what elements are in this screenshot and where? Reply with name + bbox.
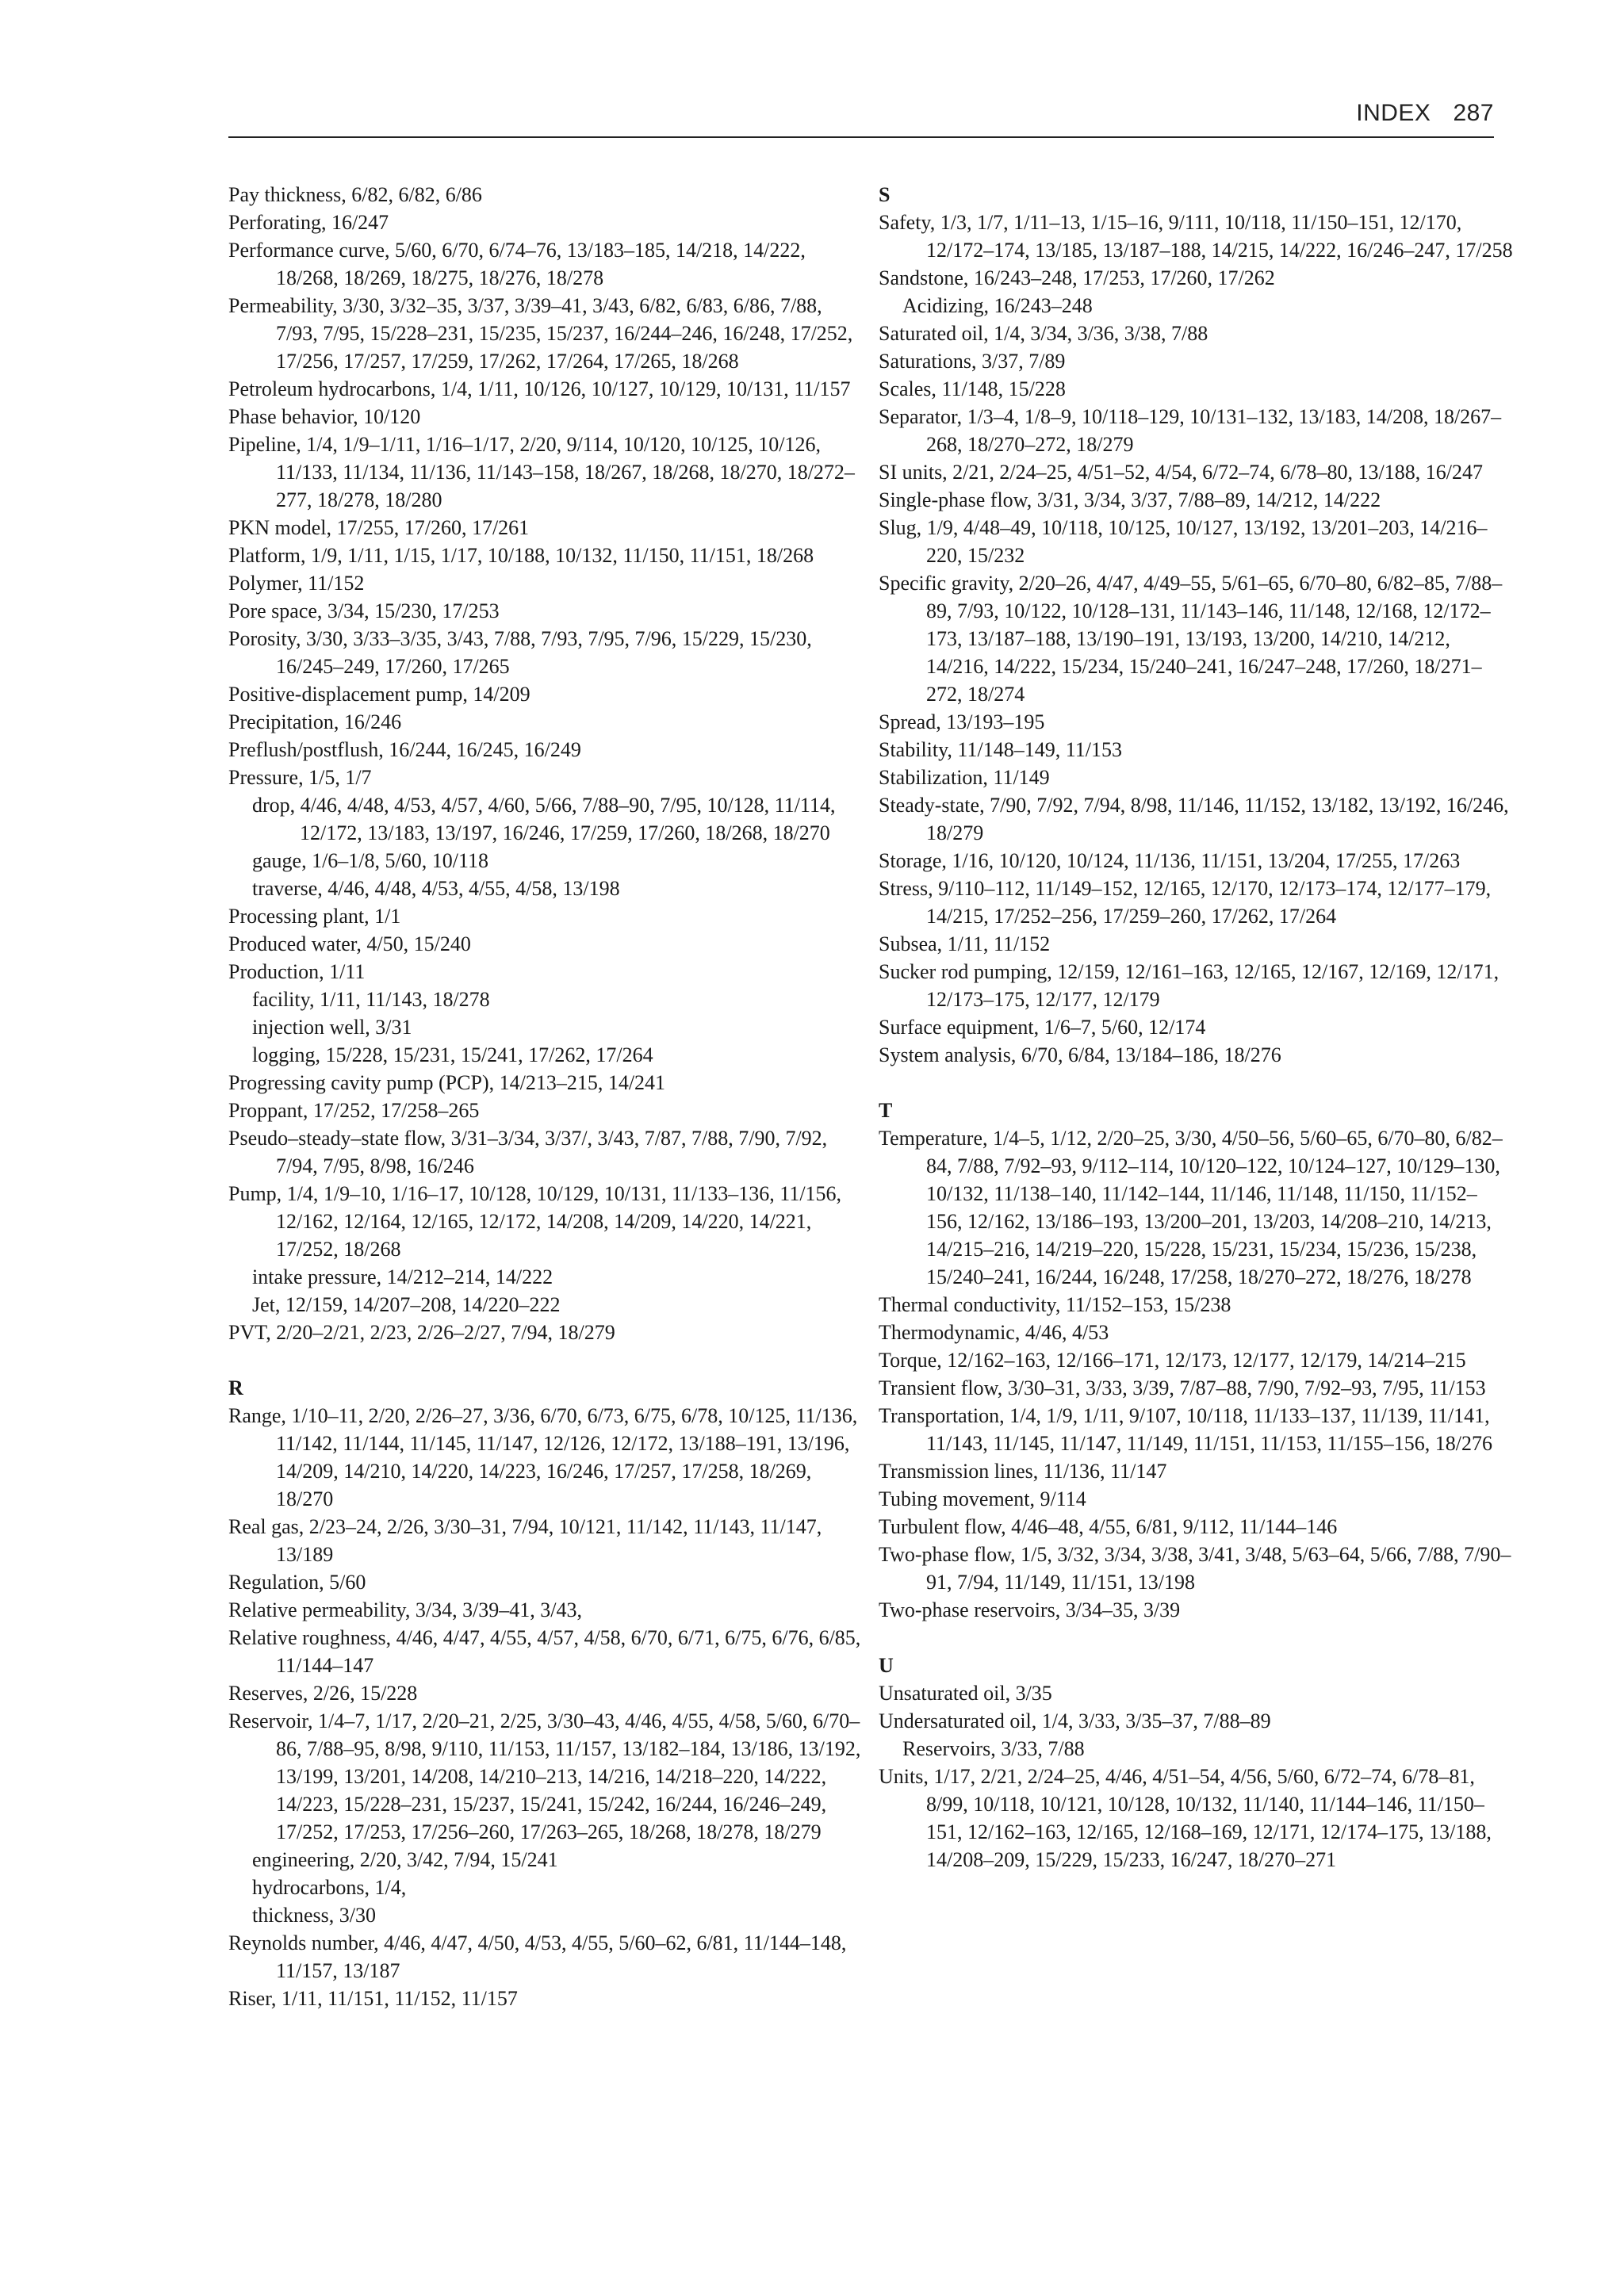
index-entry: Real gas, 2/23–24, 2/26, 3/30–31, 7/94, 10/121, 11/142, 11/143, 11/147, 13/189 [228,1515,822,1566]
index-entry: Subsea, 1/11, 11/152 [879,932,1051,955]
index-entry: Produced water, 4/50, 15/240 [228,932,471,955]
index-entry: Proppant, 17/252, 17/258–265 [228,1099,480,1122]
index-entry: Pipeline, 1/4, 1/9–1/11, 1/16–1/17, 2/20, 9/114, 10/120, 10/125, 10/126, 11/133, 11/134, 11/136, 11/143–158, 18/267, 18/268, 18/270, 18/272–277, 18/278, 18/280 [228,433,855,511]
index-entry: Transportation, 1/4, 1/9, 1/11, 9/107, 10/118, 11/133–137, 11/139, 11/141, 11/143, 11/145, 11/147, 11/149, 11/151, 11/153, 11/155–156, 18/276 [879,1404,1493,1455]
index-entry: Sandstone, 16/243–248, 17/253, 17/260, 17/262 [879,266,1275,289]
index-subentry: injection well, 3/31 [252,1016,412,1039]
header-text [1356,100,1494,127]
index-entry: Stabilization, 11/149 [879,766,1050,789]
index-entry: Separator, 1/3–4, 1/8–9, 10/118–129, 10/131–132, 13/183, 14/208, 18/267–268, 18/270–272, 18/279 [879,405,1502,456]
index-entry: System analysis, 6/70, 6/84, 13/184–186, 18/276 [879,1043,1281,1066]
index-entry: Processing plant, 1/1 [228,905,401,928]
index-subentry: Acidizing, 16/243–248 [902,294,1093,317]
section-gap [879,1069,1513,1097]
running-head [228,97,1494,138]
index-entry: Riser, 1/11, 11/151, 11/152, 11/157 [228,1987,518,2010]
index-entry: Saturations, 3/37, 7/89 [879,350,1066,373]
index-entry: Tubing movement, 9/114 [879,1487,1086,1510]
index-column-right [879,181,1513,1874]
index-entry: Stability, 11/148–149, 11/153 [879,738,1122,761]
index-entry: Thermal conductivity, 11/152–153, 15/238 [879,1293,1231,1316]
index-subentry: intake pressure, 14/212–214, 14/222 [252,1265,553,1288]
index-entry: Transmission lines, 11/136, 11/147 [879,1460,1167,1483]
index-entry: Permeability, 3/30, 3/32–35, 3/37, 3/39–41, 3/43, 6/82, 6/83, 6/86, 7/88, 7/93, 7/95, 15/228–231, 15/235, 15/237, 16/244–246, 16/248, 17/252, 17/256, 17/257, 17/259, 17/262, 17/264, 17/265, 18/268 [228,294,853,373]
index-entry: Pump, 1/4, 1/9–10, 1/16–17, 10/128, 10/129, 10/131, 11/133–136, 11/156, 12/162, 12/164, 12/165, 12/172, 14/208, 14/209, 14/220, 14/221, 17/252, 18/268 [228,1182,842,1261]
index-entry: Perforating, 16/247 [228,211,389,234]
index-entry: Precipitation, 16/246 [228,710,402,733]
letter-heading: T [879,1099,893,1122]
index-entry: Turbulent flow, 4/46–48, 4/55, 6/81, 9/112, 11/144–146 [879,1515,1338,1538]
index-entry: Reservoir, 1/4–7, 1/17, 2/20–21, 2/25, 3/30–43, 4/46, 4/55, 4/58, 5/60, 6/70–86, 7/88–95, 8/98, 9/110, 11/153, 11/157, 13/182–184, 13/186, 13/192, 13/199, 13/201, 14/208, 14/210–213, 14/216, 14/218–220, 14/222, 14/223, 15/228–231, 15/237, 15/241, 15/242, 16/244, 16/246–249, 17/252, 17/253, 17/256–260, 17/263–265, 18/268, 18/278, 18/279 [228,1709,861,1843]
index-entry: Undersaturated oil, 1/4, 3/33, 3/35–37, 7/88–89 [879,1709,1271,1732]
index-entry: Pay thickness, 6/82, 6/82, 6/86 [228,183,482,206]
index-subentry: thickness, 3/30 [252,1904,376,1927]
index-entry: Torque, 12/162–163, 12/166–171, 12/173, 12/177, 12/179, 14/214–215 [879,1349,1466,1372]
index-entry: Units, 1/17, 2/21, 2/24–25, 4/46, 4/51–54, 4/56, 5/60, 6/72–74, 6/78–81, 8/99, 10/118, 10/121, 10/128, 10/132, 11/140, 11/144–146, 11/150–151, 12/162–163, 12/165, 12/168–169, 12/171, 12/174–175, 13/188, 14/208–209, 15/229, 15/233, 16/247, 18/270–271 [879,1765,1492,1871]
index-entry: Progressing cavity pump (PCP), 14/213–215, 14/241 [228,1071,666,1094]
index-subentry: logging, 15/228, 15/231, 15/241, 17/262, 17/264 [252,1043,653,1066]
index-entry: Surface equipment, 1/6–7, 5/60, 12/174 [879,1016,1206,1039]
index-entry: Reserves, 2/26, 15/228 [228,1682,418,1705]
letter-heading: U [879,1654,894,1677]
index-entry: Spread, 13/193–195 [879,710,1045,733]
page-number: 287 [1453,100,1494,126]
index-entry: Pressure, 1/5, 1/7 [228,766,372,789]
index-entry: PKN model, 17/255, 17/260, 17/261 [228,516,530,539]
index-entry: Positive-displacement pump, 14/209 [228,683,530,706]
index-entry: Production, 1/11 [228,960,366,983]
index-entry: Two-phase reservoirs, 3/34–35, 3/39 [879,1598,1181,1621]
index-subentry: drop, 4/46, 4/48, 4/53, 4/57, 4/60, 5/66, 7/88–90, 7/95, 10/128, 11/114, 12/172, 13/183, 13/197, 16/246, 17/259, 17/260, 18/268, 18/270 [252,794,836,844]
index-entry: Specific gravity, 2/20–26, 4/47, 4/49–55, 5/61–65, 6/70–80, 6/82–85, 7/88–89, 7/93, 10/122, 10/128–131, 11/143–146, 11/148, 12/168, 12/172–173, 13/187–188, 13/190–191, 13/193, 13/200, 14/210, 14/212, 14/216, 14/222, 15/234, 15/240–241, 16/247–248, 17/260, 18/271–272, 18/274 [879,572,1503,706]
index-subentry: facility, 1/11, 11/143, 18/278 [252,988,490,1011]
index-entry: Steady-state, 7/90, 7/92, 7/94, 8/98, 11/146, 11/152, 13/182, 13/192, 16/246, 18/279 [879,794,1509,844]
index-entry: Single-phase flow, 3/31, 3/34, 3/37, 7/88–89, 14/212, 14/222 [879,488,1381,511]
index-entry: PVT, 2/20–2/21, 2/23, 2/26–2/27, 7/94, 18/279 [228,1321,615,1344]
index-entry: SI units, 2/21, 2/24–25, 4/51–52, 4/54, 6/72–74, 6/78–80, 13/188, 16/247 [879,461,1483,484]
index-entry: Saturated oil, 1/4, 3/34, 3/36, 3/38, 7/88 [879,322,1208,345]
index-subentry: hydrocarbons, 1/4, [252,1876,407,1899]
index-entry: Relative roughness, 4/46, 4/47, 4/55, 4/57, 4/58, 6/70, 6/71, 6/75, 6/76, 6/85, 11/144–147 [228,1626,861,1677]
index-entry: Petroleum hydrocarbons, 1/4, 1/11, 10/126, 10/127, 10/129, 10/131, 11/157 [228,377,851,400]
index-entry: Slug, 1/9, 4/48–49, 10/118, 10/125, 10/127, 13/192, 13/201–203, 14/216–220, 15/232 [879,516,1488,567]
index-subentry: traverse, 4/46, 4/48, 4/53, 4/55, 4/58, 13/198 [252,877,620,900]
index-subentry: Reservoirs, 3/33, 7/88 [902,1737,1085,1760]
section-gap [228,1346,863,1374]
index-entry: Performance curve, 5/60, 6/70, 6/74–76, 13/183–185, 14/218, 14/222, 18/268, 18/269, 18/275, 18/276, 18/278 [228,239,806,289]
index-entry: Sucker rod pumping, 12/159, 12/161–163, 12/165, 12/167, 12/169, 12/171, 12/173–175, 12/177, 12/179 [879,960,1500,1011]
index-column-left [228,181,863,2012]
section-title: INDEX [1356,100,1431,126]
index-entry: Two-phase flow, 1/5, 3/32, 3/34, 3/38, 3/41, 3/48, 5/63–64, 5/66, 7/88, 7/90–91, 7/94, 11/149, 11/151, 13/198 [879,1543,1511,1594]
index-entry: Porosity, 3/30, 3/33–3/35, 3/43, 7/88, 7/93, 7/95, 7/96, 15/229, 15/230, 16/245–249, 17/260, 17/265 [228,627,812,678]
index-entry: Temperature, 1/4–5, 1/12, 2/20–25, 3/30, 4/50–56, 5/60–65, 6/70–80, 6/82–84, 7/88, 7/92–93, 9/112–114, 10/120–122, 10/124–127, 10/129–130, 10/132, 11/138–140, 11/142–144, 11/146, 11/148, 11/150, 11/152–156, 12/162, 13/186–193, 13/200–201, 13/203, 14/208–210, 14/213, 14/215–216, 14/219–220, 15/228, 15/231, 15/234, 15/236, 15/238, 15/240–241, 16/244, 16/248, 17/258, 18/270–272, 18/276, 18/278 [879,1127,1503,1288]
index-entry: Scales, 11/148, 15/228 [879,377,1066,400]
index-entry: Phase behavior, 10/120 [228,405,421,428]
index-entry: Thermodynamic, 4/46, 4/53 [879,1321,1109,1344]
section-gap [879,1624,1513,1652]
index-entry: Platform, 1/9, 1/11, 1/15, 1/17, 10/188, 10/132, 11/150, 11/151, 18/268 [228,544,814,567]
index-entry: Relative permeability, 3/34, 3/39–41, 3/43, [228,1598,583,1621]
index-entry: Reynolds number, 4/46, 4/47, 4/50, 4/53, 4/55, 5/60–62, 6/81, 11/144–148, 11/157, 13/187 [228,1931,847,1982]
index-entry: Pseudo–steady–state flow, 3/31–3/34, 3/37/, 3/43, 7/87, 7/88, 7/90, 7/92, 7/94, 7/95, 8/98, 16/246 [228,1127,828,1177]
index-subentry: Jet, 12/159, 14/207–208, 14/220–222 [252,1293,561,1316]
letter-heading: R [228,1376,243,1399]
index-entry: Unsaturated oil, 3/35 [879,1682,1052,1705]
index-entry: Pore space, 3/34, 15/230, 17/253 [228,599,500,622]
index-entry: Range, 1/10–11, 2/20, 2/26–27, 3/36, 6/70, 6/73, 6/75, 6/78, 10/125, 11/136, 11/142, 11/144, 11/145, 11/147, 12/126, 12/172, 13/188–191, 13/196, 14/209, 14/210, 14/220, 14/223, 16/246, 17/257, 17/258, 18/269, 18/270 [228,1404,858,1510]
index-entry: Preflush/postflush, 16/244, 16/245, 16/249 [228,738,581,761]
index-entry: Transient flow, 3/30–31, 3/33, 3/39, 7/87–88, 7/90, 7/92–93, 7/95, 11/153 [879,1376,1486,1399]
index-entry: Storage, 1/16, 10/120, 10/124, 11/136, 11/151, 13/204, 17/255, 17/263 [879,849,1461,872]
index-entry: Regulation, 5/60 [228,1571,366,1594]
index-entry: Safety, 1/3, 1/7, 1/11–13, 1/15–16, 9/111, 10/118, 11/150–151, 12/170, 12/172–174, 13/185, 13/187–188, 14/215, 14/222, 16/246–247, 17/258 [879,211,1513,262]
letter-heading: S [879,183,891,206]
index-entry: Polymer, 11/152 [228,572,365,595]
index-subentry: gauge, 1/6–1/8, 5/60, 10/118 [252,849,489,872]
index-entry: Stress, 9/110–112, 11/149–152, 12/165, 12/170, 12/173–174, 12/177–179, 14/215, 17/252–256, 17/259–260, 17/262, 17/264 [879,877,1492,928]
index-subentry: engineering, 2/20, 3/42, 7/94, 15/241 [252,1848,558,1871]
